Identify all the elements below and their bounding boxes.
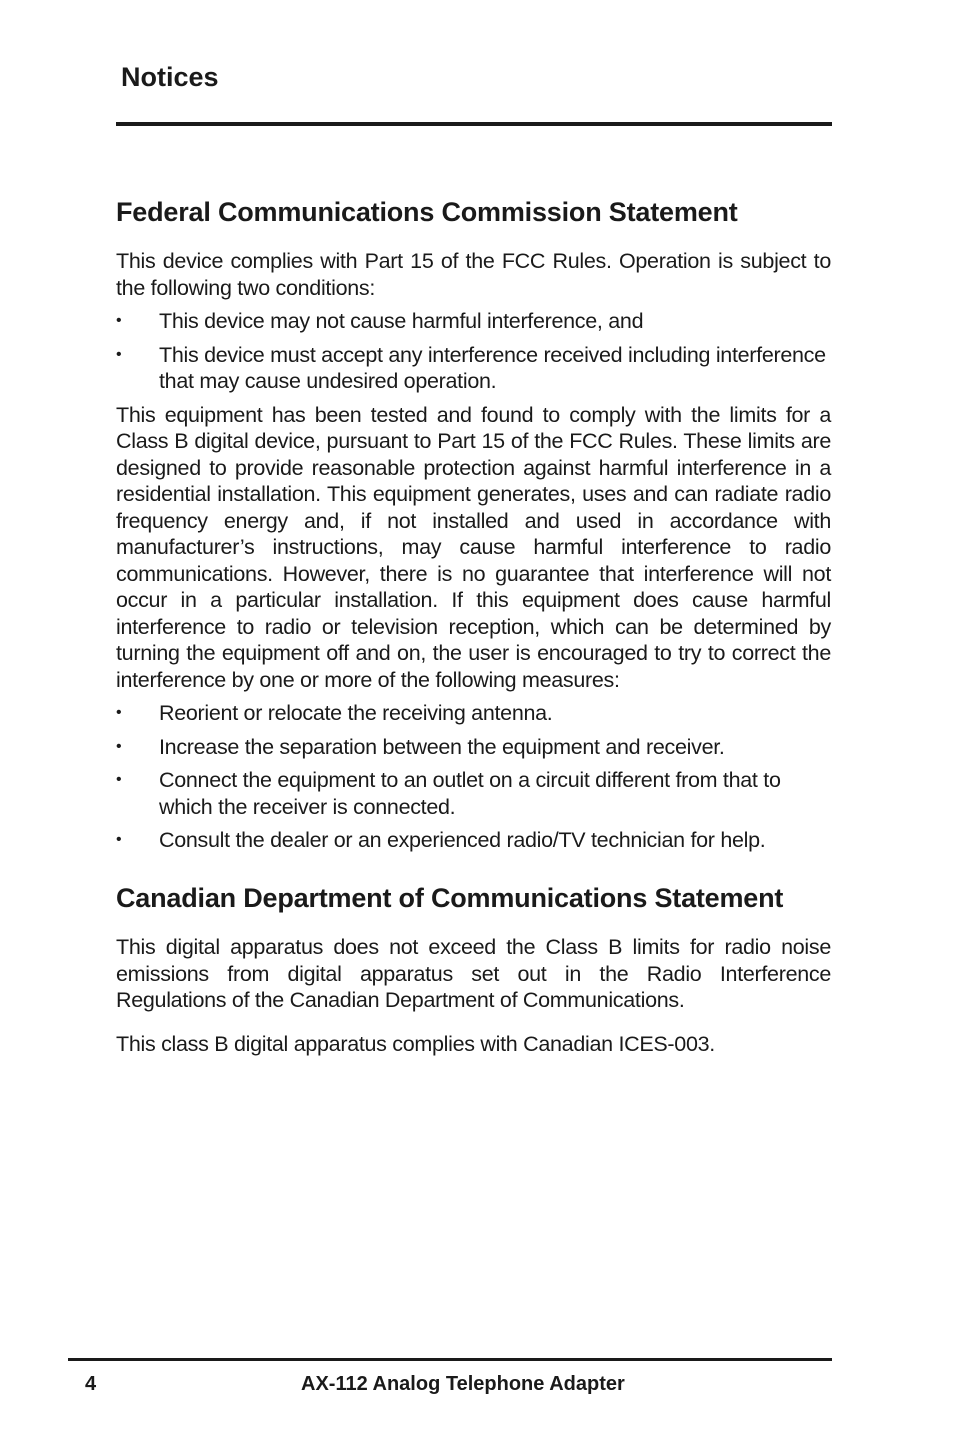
list-item: • Increase the separation between the equipment and receiver.	[116, 734, 725, 759]
footer-title: AX-112 Analog Telephone Adapter	[301, 1373, 625, 1395]
bullet-icon: •	[116, 345, 122, 363]
footer-divider	[68, 1358, 832, 1361]
list-item: • Consult the dealer or an experienced radio/TV technician for help.	[116, 828, 766, 853]
canada-heading: Canadian Department of Communications Statement	[116, 882, 784, 913]
fcc-measures-list	[116, 700, 831, 854]
bullet-icon: •	[116, 312, 122, 330]
list-item: • This device must accept any interference received including interference that may cause undesired operation.	[116, 342, 826, 394]
list-item: • This device may not cause harmful interference, and	[116, 309, 644, 334]
fcc-conditions-list	[116, 308, 831, 395]
fcc-body: This equipment has been tested and found to comply with the limits for a Class B digital device, pursuant to Part 15 of the FCC Rules. These limits are designed to provide reasonable protection against harmful interference in a residential installation. This equipment generates, uses and can radiate radio frequency energy and, if not installed and used in accordance with manufacturer’s instructions, may cause harmful interference to radio communications. However, there is no guarantee that interference will not occur in a particular installation. If this equipment does cause harmful interference to radio or television reception, which can be determined by turning the equipment off and on, the user is encouraged to try to correct the interference by one or more of the following measures:	[116, 402, 831, 692]
list-item: • Connect the equipment to an outlet on a circuit different from that to which the receiver is connected.	[116, 768, 781, 819]
bullet-icon: •	[116, 831, 122, 849]
page-number: 4	[85, 1373, 97, 1395]
canada-para-1: This digital apparatus does not exceed the Class B limits for radio noise emissions from digital apparatus set out in the Radio Interference Regulations of the Canadian Department of Communications.	[116, 935, 831, 1013]
page-content	[116, 196, 831, 1057]
fcc-intro: This device complies with Part 15 of the FCC Rules. Operation is subject to the following two conditions:	[116, 249, 831, 300]
bullet-icon: •	[116, 704, 122, 722]
section-title: Notices	[121, 62, 219, 92]
fcc-heading: Federal Communications Commission Statement	[116, 197, 738, 227]
canada-para-2: This class B digital apparatus complies with Canadian ICES-003.	[116, 1031, 715, 1056]
bullet-icon: •	[116, 771, 122, 789]
bullet-icon: •	[116, 737, 122, 755]
list-item: • Reorient or relocate the receiving antenna.	[116, 701, 553, 726]
header-divider	[116, 122, 832, 126]
